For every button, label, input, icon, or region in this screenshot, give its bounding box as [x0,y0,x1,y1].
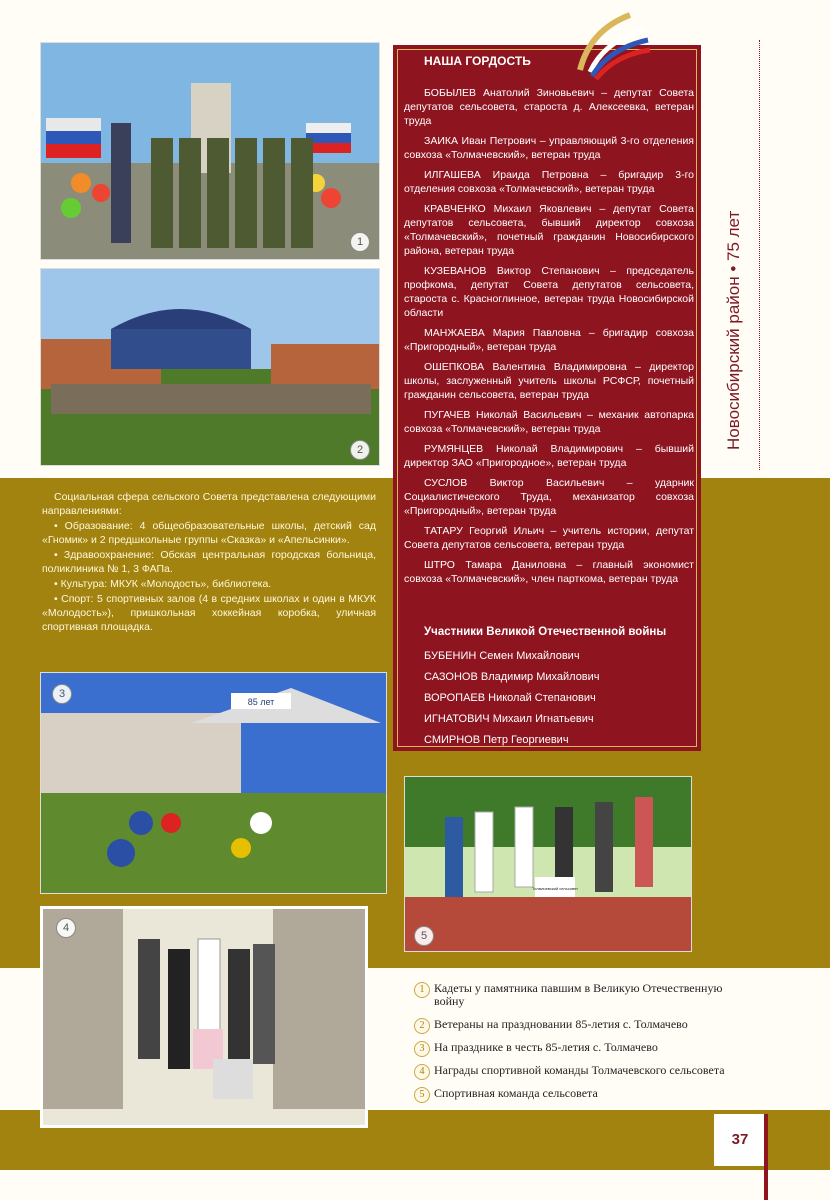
social-item-culture [42,577,376,591]
entry-name: КУЗЕВАНОВ Виктор Степанович [424,265,600,277]
entry-name: СУСЛОВ Виктор Васильевич [424,477,605,489]
social-intro: Социальная сфера сельского Совета представлена следующими направлениями: [42,491,376,517]
photo-number-1: 1 [350,232,370,252]
photo-number-3: 3 [52,684,72,704]
caption-item [414,1041,744,1054]
caption-number: 1 [414,982,430,998]
photo-number-2: 2 [350,440,370,460]
social-label: • Здравоохранение: [54,549,155,561]
caption-number: 5 [414,1087,430,1103]
pride-heading: НАША ГОРДОСТЬ [424,54,531,68]
entry-text: – председатель профкома, депутат Совета депутатов сельсовета, староста с. Красноглинное, ветеран труда Новосибирской области [404,265,694,319]
entry-text: – бригадир 3-го отделения совхоза «Толмачевский», ветеран труда [404,169,695,195]
pride-entry [404,408,694,436]
pride-entry [404,264,694,320]
entry-name: ПУГАЧЕВ Николай Васильевич [424,409,582,421]
entry-name: ОШЕПКОВА Валентина Владимировна [424,361,627,373]
social-text: 5 спортивных залов (4 в средних школах и один в МКУК «Молодость»), пришкольная хоккейная коробка, уличная спортивная площадка. [42,593,376,633]
entry-name: ШТРО Тамара Даниловна [424,559,567,571]
entry-name: КРАВЧЕНКО Михаил Яковлевич [424,203,592,215]
pride-entry [404,442,694,470]
social-item-education [42,519,376,547]
wwii-list [424,646,600,751]
entry-text: – бригадир совхоза «Пригородный», ветеран труда [404,327,694,353]
page-number: 37 [714,1114,766,1166]
banner-85-text: 85 лет [247,697,275,707]
caption-item [414,1064,744,1077]
pride-entry [404,168,694,196]
caption-number: 3 [414,1041,430,1057]
wwii-item: ВОРОПАЕВ Николай Степанович [424,692,596,704]
wwii-heading: Участники Великой Отечественной войны [424,626,667,638]
entry-text: – учитель истории, депутат Совета депутатов сельсовета, ветеран труда [404,525,694,551]
team-sign-text: Толмачевский сельсовет [532,886,578,891]
photo-sport-team-awards [40,906,368,1128]
social-text: Обская центральная городская больница, поликлиника № 1, 3 ФАПа. [42,549,376,575]
social-item-sport [42,592,376,634]
entry-text: – депутат Совета депутатов сельсовета, староста д. Алексеевка, ветеран труда [404,87,695,127]
photo-number-4: 4 [56,918,76,938]
photo-captions [414,982,744,1110]
entry-text: – директор школы, заслуженный учитель школы РСФСР, почетный гражданин сельсовета, ветеран труда [404,361,694,401]
photo-sport-team [404,776,692,952]
pride-entry [404,360,694,402]
pride-entry [404,476,694,518]
ribbon-wheat-emblem [560,10,650,80]
caption-item [414,982,744,1008]
entry-name: БОБЫЛЕВ Анатолий Зиновьевич [424,87,595,99]
social-label: • Образование: [54,520,133,532]
entry-text: – ударник Социалистического Труда, механизатор совхоза «Пригородный», ветеран труда [404,477,694,517]
social-text: 4 общеобразовательные школы, детский сад «Гномик» и 2 предшкольные группы «Сказка» и «Апельсинки». [42,520,377,546]
social-item-health [42,548,376,576]
photo-village-festival [40,672,387,894]
caption-text: Награды спортивной команды Толмачевского сельсовета [434,1063,725,1077]
social-sphere-text [42,490,376,635]
photo-veterans-celebration [40,268,380,466]
social-label: • Спорт: [54,593,94,605]
pride-list [404,86,694,592]
wwii-item: СМИРНОВ Петр Георгиевич [424,734,569,746]
entry-name: ТАТАРУ Георгий Ильич [424,525,545,537]
wwii-item: САЗОНОВ Владимир Михайлович [424,671,600,683]
entry-name: РУМЯНЦЕВ Николай Владимирович [424,443,624,455]
social-label: • Культура: [54,578,108,590]
caption-item [414,1018,744,1031]
entry-text: – главный экономист совхоза «Толмачевский», член парткома, ветеран труда [404,559,694,585]
caption-text: Ветераны на праздновании 85-летия с. Толмачево [434,1017,688,1031]
caption-text: На празднике в честь 85-летия с. Толмачево [434,1040,658,1054]
photo-cadets-monument [40,42,380,260]
wwii-item: ИГНАТОВИЧ Михаил Игнатьевич [424,713,594,725]
caption-number: 4 [414,1064,430,1080]
pride-entry [404,326,694,354]
caption-text: Спортивная команда сельсовета [434,1086,598,1100]
caption-text: Кадеты у памятника павшим в Великую Отечественную войну [434,981,723,1008]
pride-entry [404,524,694,552]
pride-entry [404,558,694,586]
entry-text: – управляющий 3-го отделения совхоза «Толмачевский», ветеран труда [404,135,694,161]
social-text: МКУК «Молодость», библиотека. [107,578,272,590]
entry-text: – бывший директор ЗАО «Пригородное», ветеран труда [404,443,695,469]
pride-entry [404,86,694,128]
side-dotted-line [759,40,760,470]
entry-text: – механик автопарка совхоза «Толмачевский», ветеран труда [404,409,694,435]
entry-name: ИЛГАШЕВА Ираида Петровна [424,169,589,181]
wwii-item: БУБЕНИН Семен Михайлович [424,650,580,662]
entry-name: МАНЖАЕВА Мария Павловна [424,327,581,339]
pride-entry [404,134,694,162]
pride-entry [404,202,694,258]
entry-name: ЗАИКА Иван Петрович [424,135,537,147]
entry-text: – депутат Совета депутатов сельсовета, бывший директор совхоза «Толмачевский», почетный гражданин Новосибирского района, ветеран труда [404,203,695,257]
photo-number-5: 5 [414,926,434,946]
caption-number: 2 [414,1018,430,1034]
caption-item [414,1087,744,1100]
side-title: Новосибирский район • 75 лет [724,210,743,450]
page-number-bar [764,1114,768,1200]
